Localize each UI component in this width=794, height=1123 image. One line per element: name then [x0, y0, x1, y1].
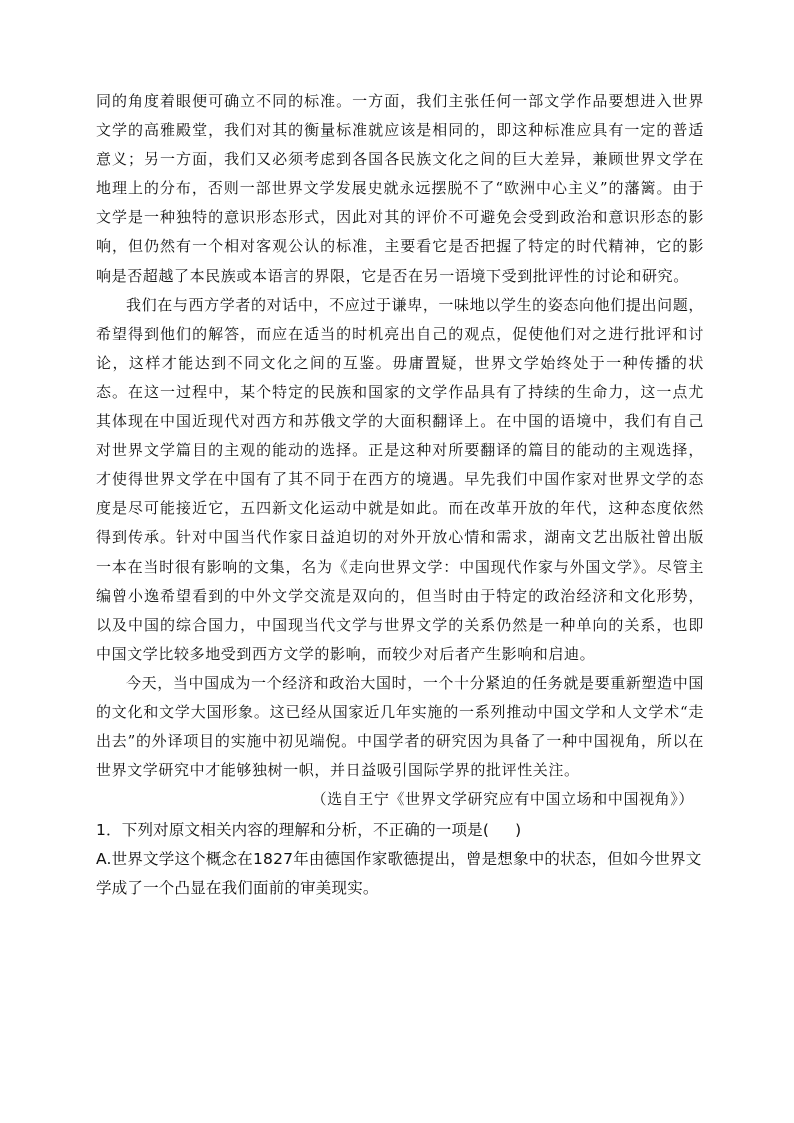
question-stem-text: 1．下列对原文相关内容的理解和分析，不正确的一项是(	[96, 821, 490, 840]
question-1	[96, 816, 704, 903]
option-a[interactable]: A.世界文学这个概念在1827年由德国作家歌德提出，曾是想象中的状态，但如今世界文学成了一个凸显在我们面前的审美现实。	[96, 850, 702, 898]
passage-paragraph-2: 我们在与西方学者的对话中，不应过于谦卑，一味地以学生的姿态向他们提出问题，希望得到他们的解答，而应在适当的时机亮出自己的观点，促使他们对之进行批评和讨论，这样才能达到不同文化之间的互鉴。毋庸置疑，世界文学始终处于一种传播的状态。在这一过程中，某个特定的民族和国家的文学作品具有了持续的生命力，这一点尤其体现在中国近现代对西方和苏俄文学的大面积翻译上。在中国的语境中，我们有自己对世界文学篇目的主观的能动的选择。正是这种对所要翻译的篇目的能动的主观选择，才使得世界文学在中国有了其不同于在西方的境遇。早先我们中国作家对世界文学的态度是尽可能接近它，五四新文化运动中就是如此。而在改革开放的年代，这种态度依然得到传承。针对中国当代作家日益迫切的对外开放心情和需求，湖南文艺出版社曾出版一本在当时很有影响的文集，名为《走向世界文学：中国现代作家与外国文学》。尽管主编曾小逸希望看到的中外文学交流是双向的，但当时由于特定的政治经济和文化形势，以及中国的综合国力，中国现当代文学与世界文学的关系仍然是一种单向的关系，也即中国文学比较多地受到西方文学的影响，而较少对后者产生影响和启迪。	[96, 295, 704, 663]
passage-source-citation: （选自王宁《世界文学研究应有中国立场和中国视角》）	[311, 790, 694, 809]
question-stem	[96, 816, 704, 845]
passage-paragraph-3: 今天，当中国成为一个经济和政治大国时，一个十分紧迫的任务就是要重新塑造中国的文化和文学大国形象。这已经从国家近几年实施的一系列推动中国文学和人文学术“走出去”的外译项目的实施中初见端倪。中国学者的研究因为具备了一种中国视角，所以在世界文学研究中才能够独树一帜，并日益吸引国际学界的批评性关注。	[96, 673, 704, 780]
document-page	[96, 87, 704, 903]
reading-passage	[96, 87, 704, 785]
question-stem-close: )	[515, 821, 522, 840]
passage-paragraph-1: 同的角度着眼便可确立不同的标准。一方面，我们主张任何一部文学作品要想进入世界文学的高雅殿堂，我们对其的衡量标准就应该是相同的，即这种标准应具有一定的普适意义；另一方面，我们又必须考虑到各国各民族文化之间的巨大差异，兼顾世界文学在地理上的分布，否则一部世界文学发展史就永远摆脱不了“欧洲中心主义”的藩篱。由于文学是一种独特的意识形态形式，因此对其的评价不可避免会受到政治和意识形态的影响，但仍然有一个相对客观公认的标准，主要看它是否把握了特定的时代精神，它的影响是否超越了本民族或本语言的界限，它是否在另一语境下受到批评性的讨论和研究。	[96, 92, 704, 285]
